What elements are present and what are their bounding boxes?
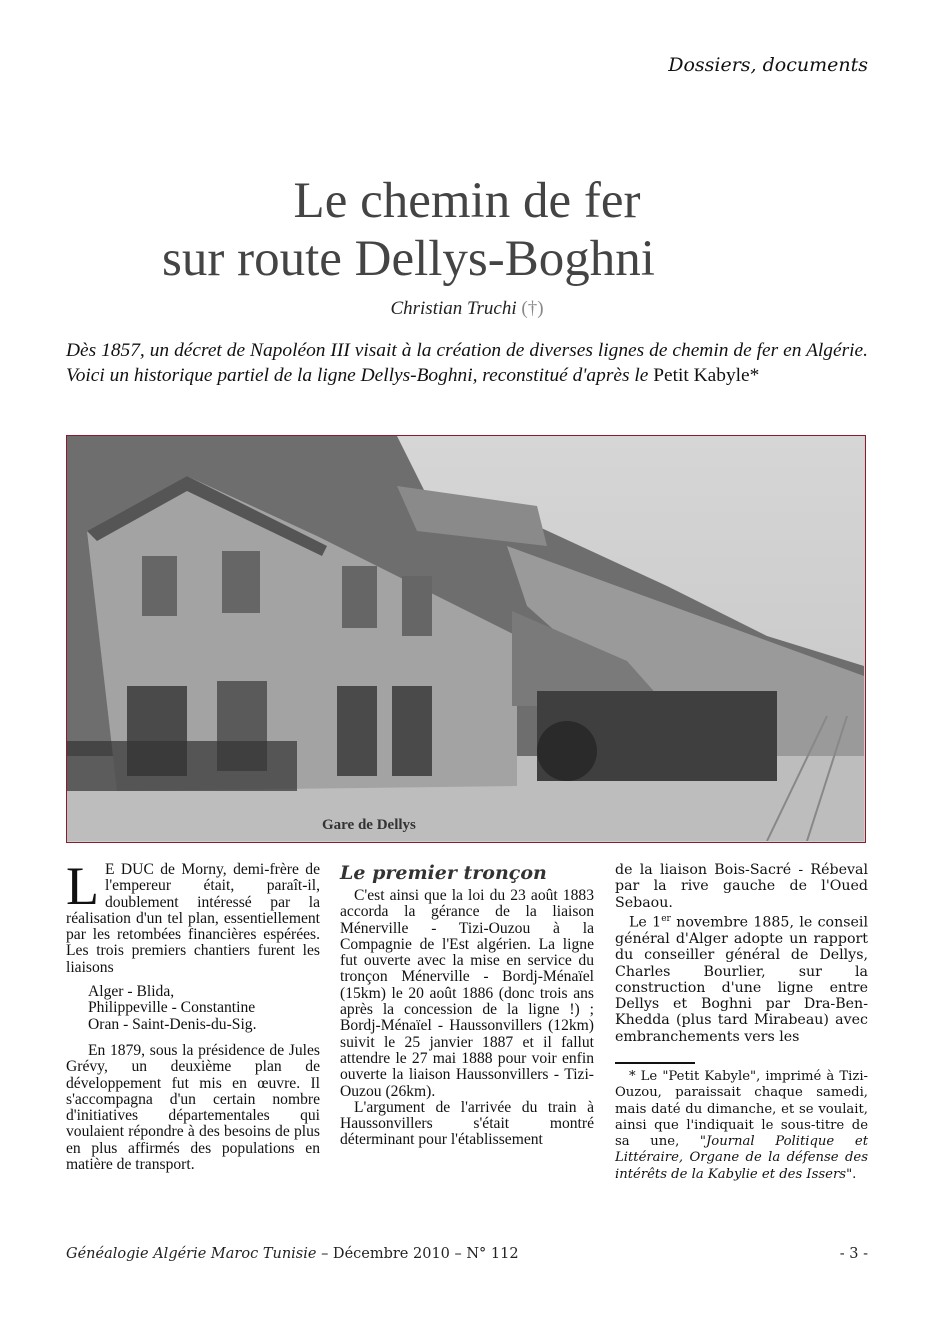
window bbox=[342, 566, 377, 628]
list-item: Alger - Blida, bbox=[88, 983, 175, 1001]
paragraph-rest: novembre 1885, le conseil général d'Alger adopte un rapport du conseiller général de Dellys, Charles Bourlier, sur la construction d'une ligne entre Dellys et Boghni par Dra-Ben-Khedda (plus tard Mirabeau) avec embranchements vers les bbox=[615, 914, 868, 1045]
paragraph: L'argument de l'arrivée du train à Haussonvillers s'était montré déterminant pour l'établissement bbox=[340, 1098, 594, 1149]
journal-name: Généalogie Algérie Maroc Tunisie bbox=[66, 1246, 317, 1262]
paragraph: E DUC de Morny, demi-frère de l'empereur était, paraît-il, doublement intéressé par la réalisation d'un tel plan, essentiellement par les retombées financières espérées. Les trois premiers chantiers furent les liaisons bbox=[66, 861, 320, 976]
paragraph: En 1879, sous la présidence de Jules Grévy, un deuxième plan de développement fut mis en œuvre. Il s'accompagna d'un certain nombre d'initiatives départementales qui voulaient répondre à des besoins de plus en plus affirmés des populations en matière de transport. bbox=[66, 1041, 320, 1174]
column-3 bbox=[615, 862, 868, 1183]
station-photo-illustration bbox=[67, 436, 864, 841]
list-item: Oran - Saint-Denis-du-Sig. bbox=[88, 1015, 257, 1033]
list-item: Philippeville - Constantine bbox=[88, 999, 256, 1017]
author-name: Christian Truchi bbox=[390, 298, 517, 319]
door bbox=[392, 686, 432, 776]
article-title-line-1: Le chemin de fer bbox=[293, 173, 641, 229]
subheading: Le premier tronçon bbox=[340, 862, 547, 884]
issue-info: – Décembre 2010 – N° 112 bbox=[316, 1246, 519, 1262]
paragraph: C'est ainsi que la loi du 23 août 1883 accorda la gérance de la liaison Ménerville - Tizi-Ouzou à la Compagnie de l'Est algérien. La ligne fut ouverte avec la mise en service du tronçon Ménerville - Bordj-Ménaïel (15km) le 20 août 1886 (donc trois ans après la concession de la ligne !) ; Bordj-Ménaïel - Haussonvillers (12km) suivit le 25 janvier 1887 et il fallut attendre le 27 mai 1888 pour voir enfin ouverte la liaison Haussonvillers - Tizi-Ouzou (26km). bbox=[340, 887, 594, 1100]
route-list bbox=[88, 984, 320, 1033]
footnote-text: * Le "Petit Kabyle", imprimé à Tizi-Ouzou, paraissait chaque samedi, mais daté du dimanche, et se voulait, ainsi que l'indiquait le sous-titre de sa une, " bbox=[615, 1069, 868, 1150]
paragraph-start: Le 1 bbox=[629, 914, 662, 931]
fence bbox=[67, 741, 297, 791]
footnote-subtitle: Journal Politique et Littéraire, Organe de la défense des intérêts de la Kabylie et des Issers bbox=[615, 1134, 868, 1182]
footnote bbox=[615, 1069, 868, 1183]
station-photo bbox=[66, 435, 866, 843]
locomotive-front bbox=[537, 721, 597, 781]
paragraph: de la liaison Bois-Sacré - Rébeval par la rive gauche de l'Oued Sebaou. bbox=[615, 862, 868, 911]
footnote-end: ". bbox=[846, 1166, 857, 1182]
deceased-mark: (†) bbox=[521, 298, 544, 319]
intro-text: Dès 1857, un décret de Napoléon III visait à la création de diverses lignes de chemin de fer en Algérie. Voici un historique partiel de la ligne Dellys-Boghni, reconstitué d'après le bbox=[66, 340, 868, 386]
paragraph bbox=[615, 911, 868, 1045]
footnote-rule bbox=[615, 1062, 695, 1064]
column-2 bbox=[340, 862, 594, 1149]
column-1 bbox=[66, 856, 320, 1174]
window bbox=[402, 576, 432, 636]
article-title-line-2: sur route Dellys-Boghni bbox=[162, 231, 655, 287]
door bbox=[337, 686, 377, 776]
photo-caption: Gare de Dellys bbox=[322, 817, 416, 833]
window bbox=[142, 556, 177, 616]
window bbox=[222, 551, 260, 613]
ordinal-superscript: er bbox=[661, 913, 671, 924]
section-label: Dossiers, documents bbox=[668, 54, 868, 76]
intro-tail: Petit Kabyle* bbox=[653, 365, 760, 386]
author-byline bbox=[0, 298, 934, 320]
page-footer bbox=[66, 1246, 868, 1262]
article-intro bbox=[66, 338, 868, 388]
page-number: - 3 - bbox=[839, 1246, 868, 1262]
drop-cap: L bbox=[66, 856, 99, 916]
